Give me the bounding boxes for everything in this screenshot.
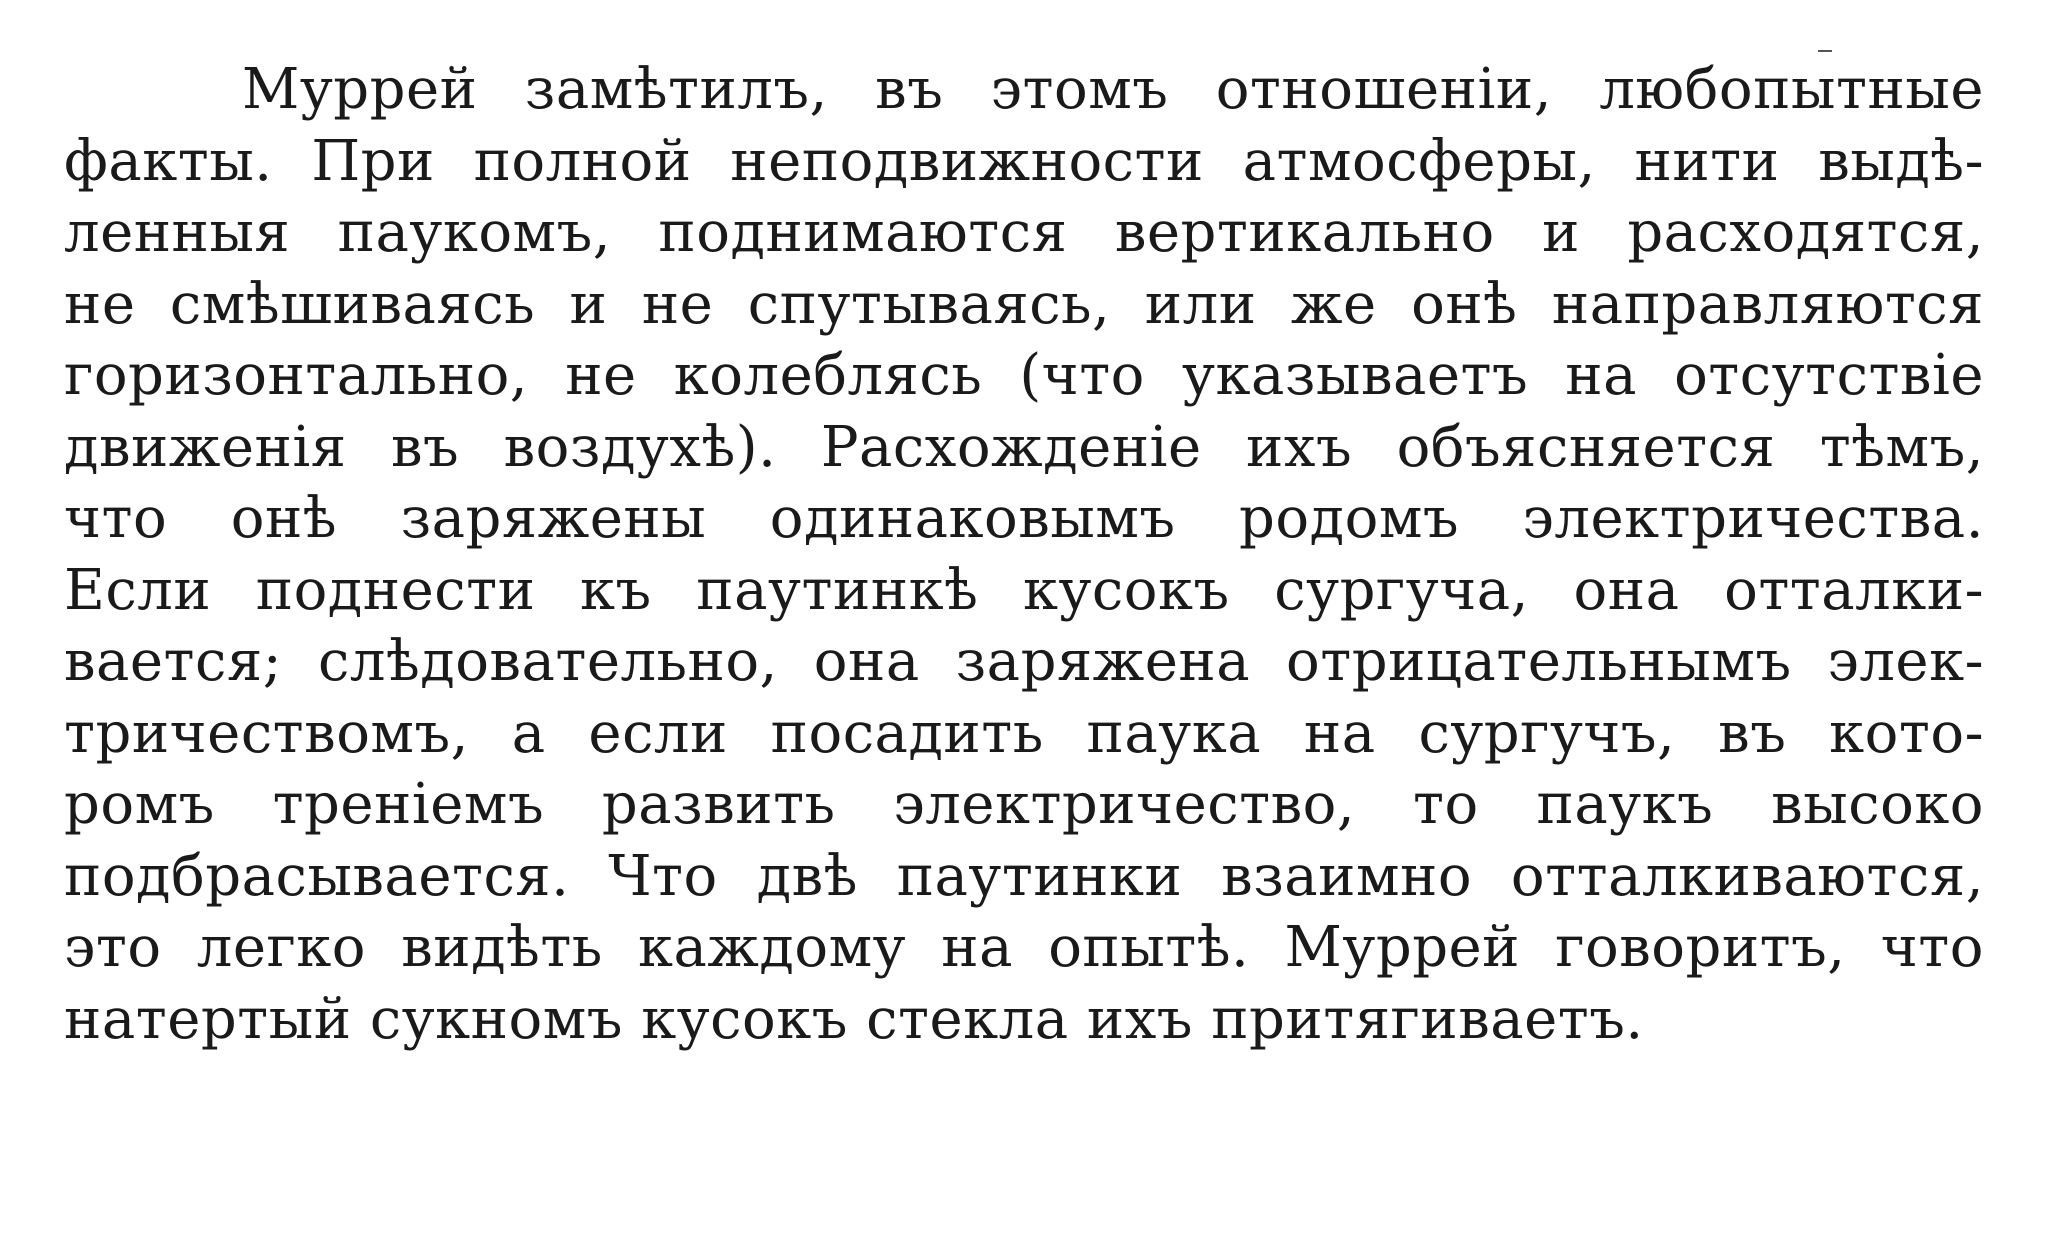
text-line: Муррей замѣтилъ, въ этомъ отношеніи, любопытные xyxy=(242,57,1984,122)
text-line: не смѣшиваясь и не спутываясь, или же онѣ направляются xyxy=(64,271,1984,337)
text-line: горизонтально, не колеблясь (что указываетъ на отсутствіе xyxy=(64,343,1984,408)
text-line: что онѣ заряжены одинаковымъ родомъ электричества. xyxy=(64,486,1984,551)
text-line: Если поднести къ паутинкѣ кусокъ сургуча, она отталки- xyxy=(64,557,1984,623)
text-line: факты. При полной неподвижности атмосферы, нити выдѣ- xyxy=(64,128,1984,194)
text-line: движенія въ воздухѣ). Расхожденіе ихъ объясняется тѣмъ, xyxy=(64,414,1984,480)
text-line: натертый сукномъ кусокъ стекла ихъ притягиваетъ. xyxy=(64,986,1644,1052)
text-line: вается; слѣдовательно, она заряжена отрицательнымъ элек- xyxy=(64,629,1984,694)
text-line: тричествомъ, а если посадить паука на сургучъ, въ кото- xyxy=(64,700,1984,766)
page-speck-mark xyxy=(1818,50,1832,52)
text-line: это легко видѣть каждому на опытѣ. Муррей говоритъ, что xyxy=(64,915,1984,980)
text-line: ромъ треніемъ развить электричество, то паукъ высоко xyxy=(64,772,1984,837)
paragraph xyxy=(64,54,1984,1055)
text-line: ленныя паукомъ, поднимаются вертикально и расходятся, xyxy=(64,200,1984,265)
text-line: подбрасывается. Что двѣ паутинки взаимно отталкиваются, xyxy=(64,843,1984,909)
